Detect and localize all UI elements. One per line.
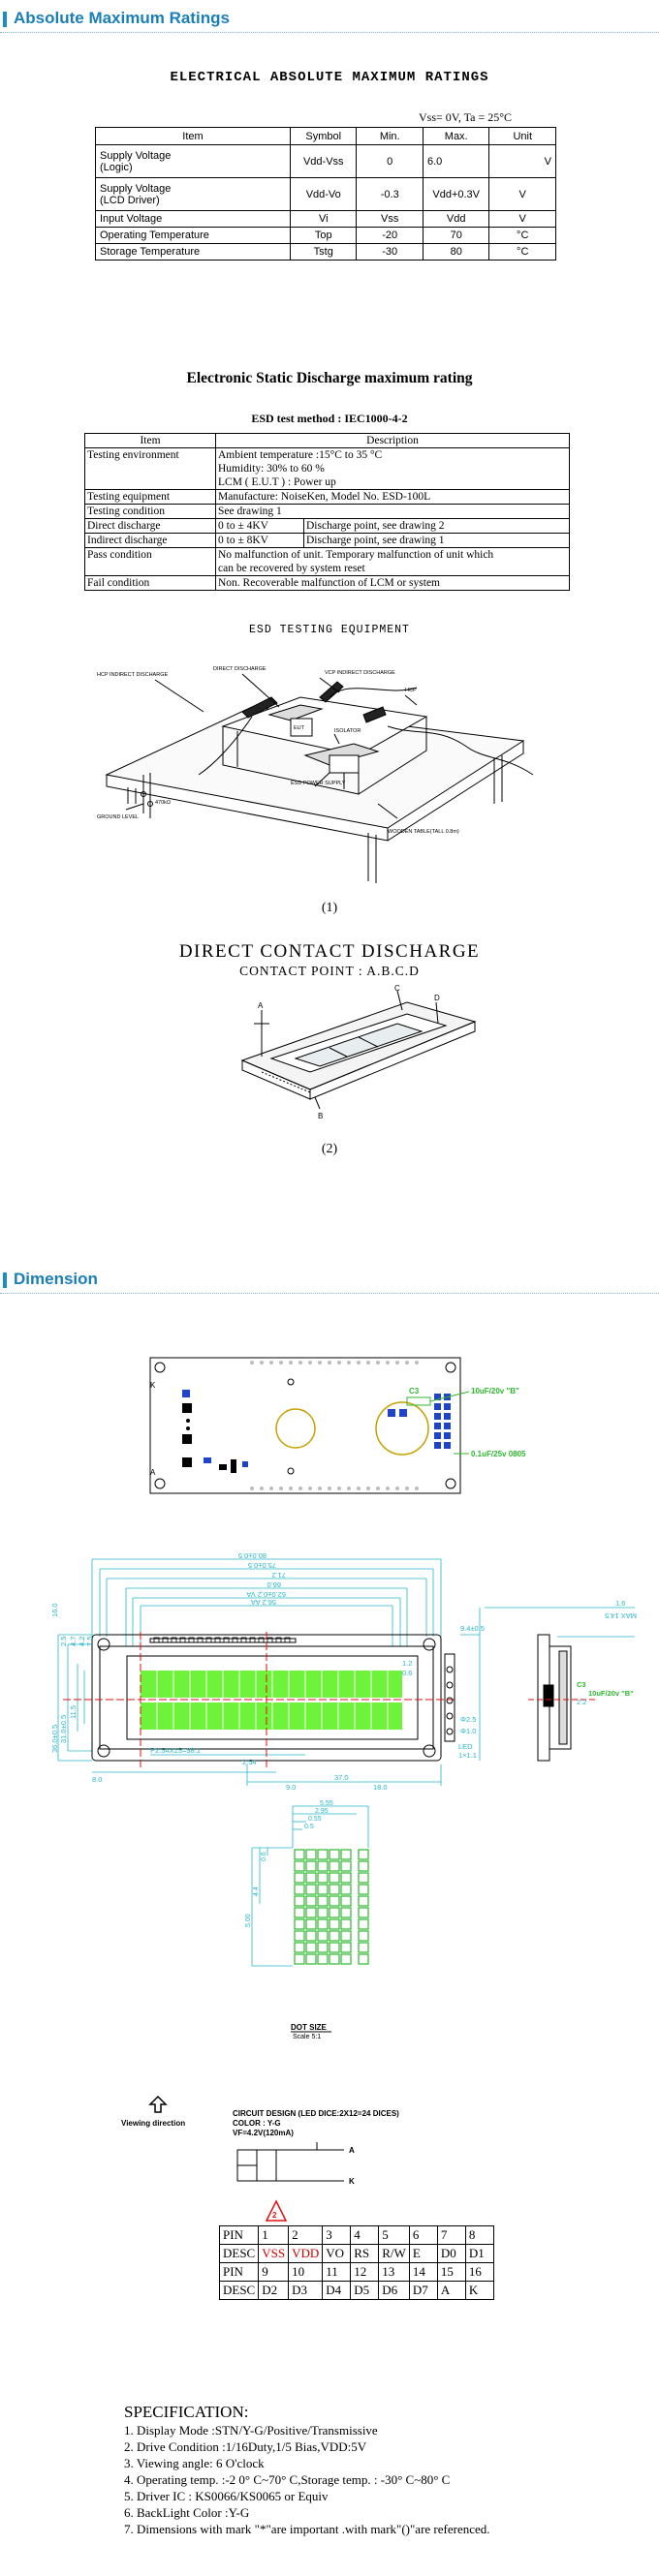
- drawing-number: (1): [321, 901, 338, 915]
- led-label: LED: [458, 1742, 473, 1751]
- min-cell: Vss: [357, 211, 423, 228]
- max-cell: 80: [423, 244, 488, 261]
- esd-equipment-caption: ESD TESTING EQUIPMENT: [249, 624, 410, 636]
- drawing-label: WOODEN TABLE(TALL 0.8m): [388, 829, 459, 835]
- dot-size-scale: Scale 5:1: [293, 2034, 322, 2040]
- desc-cell: Non. Recoverable malfunction of LCM or system: [216, 576, 570, 591]
- drawing-label: 470kΩ: [155, 800, 172, 806]
- pin-cell: 7: [437, 2226, 465, 2245]
- table-row: [85, 534, 570, 548]
- pin-desc-cell: D1: [465, 2245, 493, 2263]
- esd-table: [84, 433, 570, 591]
- dot-dimension: 2.95: [315, 1808, 329, 1815]
- item-cell: Pass condition: [85, 548, 216, 576]
- symbol-cell: Vi: [291, 211, 357, 228]
- drawing-label: GROUND LEVEL: [97, 814, 140, 820]
- dimension-label: Φ2.5: [460, 1715, 477, 1724]
- viewing-direction-label: Viewing direction: [121, 2119, 186, 2128]
- dimension-label: 2.2: [577, 1698, 587, 1706]
- lcm-dimension-drawing: [50, 1549, 644, 1792]
- dimension-label: 75.0±0.5: [247, 1561, 276, 1570]
- min-cell: 0: [357, 145, 423, 178]
- item-cell: Indirect discharge: [85, 534, 216, 548]
- dimension-label: 56.2 AA: [250, 1598, 276, 1607]
- table-row: [85, 490, 570, 505]
- dimension-label: 1.2: [402, 1659, 413, 1668]
- item-cell: Testing equipment: [85, 490, 216, 505]
- pin-cell: 13: [379, 2263, 410, 2282]
- circuit-vf-label: VF=4.2V(120mA): [233, 2129, 294, 2137]
- dimension-label: 36.0±0.5: [50, 1724, 59, 1753]
- contact-point-label: B: [318, 1112, 324, 1120]
- drawing-label: VCP INDIRECT DISCHARGE: [325, 670, 395, 676]
- dot-dimension: 0.55: [308, 1816, 322, 1823]
- pin-header-cell: DESC: [220, 2245, 259, 2263]
- section-header-absolute-maximum-ratings: [0, 4, 659, 33]
- item-cell: Testing environment: [85, 448, 216, 490]
- dot-dimension: 0.6: [261, 1852, 267, 1861]
- anode-label: A: [349, 2146, 355, 2155]
- dimension-label: 2.54: [242, 1758, 257, 1766]
- dot-dimension: 4.4: [253, 1886, 260, 1896]
- circuit-design-drawing: [111, 2097, 480, 2223]
- dimension-label: 11.5: [69, 1704, 78, 1719]
- dimension-label: 1.6: [615, 1599, 626, 1608]
- dimension-label: 37.0: [334, 1773, 349, 1782]
- min-cell: -20: [357, 228, 423, 244]
- dimension-label: 7.5: [85, 1636, 94, 1646]
- pin-cell: 16: [465, 2263, 493, 2282]
- pin-header-cell: DESC: [220, 2282, 259, 2300]
- pin-desc-cell: VO: [323, 2245, 351, 2263]
- min-cell: -30: [357, 244, 423, 261]
- table-row: [85, 505, 570, 519]
- drawing-label: DIRECT DISCHARGE: [213, 666, 267, 672]
- desc-cell: [216, 548, 570, 576]
- column-header: Symbol: [291, 128, 357, 145]
- symbol-cell: Top: [291, 228, 357, 244]
- table-row: [96, 211, 556, 228]
- amr-title: ELECTRICAL ABSOLUTE MAXIMUM RATINGS: [170, 70, 489, 85]
- table-row: [85, 448, 570, 490]
- table-row: [85, 548, 570, 576]
- dimension-label: P2.54X15=38.1: [150, 1746, 201, 1755]
- circuit-color-label: COLOR : Y-G: [233, 2119, 281, 2128]
- spec-item: 4. Operating temp. :-2 0° C~70° C,Storage temp. : -30° C~80° C: [124, 2472, 451, 2487]
- column-header: Max.: [423, 128, 488, 145]
- pin-desc-cell: K: [465, 2282, 493, 2300]
- dot-dimension: 0.5: [304, 1824, 314, 1830]
- pin-desc-cell: RS: [351, 2245, 379, 2263]
- desc-line: No malfunction of unit. Temporary malfunction of unit which: [218, 549, 494, 561]
- column-header: Item: [96, 128, 291, 145]
- symbol-cell: Vdd-Vss: [291, 145, 357, 178]
- pin-cell: 12: [351, 2263, 379, 2282]
- dot-dimension: 5.00: [245, 1914, 252, 1927]
- spec-item: 3. Viewing angle: 6 O'clock: [124, 2456, 265, 2470]
- table-row: [96, 145, 556, 178]
- dimension-label: 16.0: [50, 1603, 59, 1617]
- contact-point-subtitle: CONTACT POINT : A.B.C.D: [239, 964, 420, 978]
- desc-line: Humidity: 30% to 60 %: [218, 463, 325, 475]
- table-row: [85, 576, 570, 591]
- pin-cell: 2: [289, 2226, 323, 2245]
- section-divider: [0, 1293, 659, 1294]
- spec-item: 6. BackLight Color :Y-G: [124, 2505, 250, 2520]
- dimension-label: 80.0±0.5: [237, 1551, 267, 1560]
- pcb-label-k: K: [150, 1381, 156, 1390]
- pin-cell: 3: [323, 2226, 351, 2245]
- desc-line: can be recovered by system reset: [218, 563, 365, 574]
- symbol-cell: Vdd-Vo: [291, 178, 357, 211]
- max-cell: 70: [423, 228, 488, 244]
- pin-desc-cell: D3: [289, 2282, 323, 2300]
- pcb-label-a: A: [150, 1468, 156, 1477]
- dimension-label: 18.0: [373, 1783, 388, 1792]
- esd-testing-equipment-drawing: [97, 659, 543, 891]
- unit-cell: °C: [489, 244, 556, 261]
- column-header: Description: [216, 434, 570, 448]
- pin-desc-cell: E: [409, 2245, 437, 2263]
- table-row: [96, 178, 556, 211]
- dot-size-title: DOT SIZE: [291, 2023, 327, 2032]
- column-header: Min.: [357, 128, 423, 145]
- item-cell: Input Voltage: [96, 211, 291, 228]
- direct-contact-drawing: [233, 983, 485, 1128]
- dimension-label: Φ1.0: [460, 1727, 477, 1735]
- drawing-number: (2): [321, 1142, 338, 1156]
- item-cell: Operating Temperature: [96, 228, 291, 244]
- max-cell: Vdd: [423, 211, 488, 228]
- unit-cell: °C: [489, 228, 556, 244]
- led-multiplier: 1×1.1: [458, 1751, 477, 1760]
- pin-assignment-table: [219, 2225, 494, 2300]
- desc-line: Ambient temperature :15°C to 35 °C: [218, 449, 383, 461]
- spec-item: 7. Dimensions with mark "*"are important .with mark"()"are referenced.: [124, 2522, 490, 2536]
- pin-cell: 11: [323, 2263, 351, 2282]
- table-row: [220, 2282, 494, 2300]
- viewing-direction-arrow-icon: [150, 2097, 166, 2112]
- value-cell: 0 to ± 4KV: [216, 519, 304, 534]
- table-row: [220, 2245, 494, 2263]
- item-cell: Supply Voltage (Logic): [96, 145, 291, 178]
- item-cell: Direct discharge: [85, 519, 216, 534]
- item-cell: Supply Voltage (LCD Driver): [96, 178, 291, 211]
- capacitor-label: 10uF/20v "B": [471, 1387, 519, 1395]
- pin-cell: 15: [437, 2263, 465, 2282]
- pin-cell: 1: [259, 2226, 289, 2245]
- spec-item: 1. Display Mode :STN/Y-G/Positive/Transmissive: [124, 2423, 378, 2438]
- pcb-back-view: [145, 1353, 552, 1498]
- section-title: Dimension: [14, 1270, 98, 1288]
- pin-desc-cell: D6: [379, 2282, 410, 2300]
- pin-desc-cell: A: [437, 2282, 465, 2300]
- side-capacitor-label: 10uF/20v "B": [588, 1689, 634, 1698]
- pin-cell: 6: [409, 2226, 437, 2245]
- dot-dimension: 5.55: [320, 1800, 333, 1807]
- pin-cell: 4: [351, 2226, 379, 2245]
- pin-desc-cell: D5: [351, 2282, 379, 2300]
- desc-line: LCM ( E.U.T ) : Power up: [218, 476, 336, 488]
- section-header-dimension: [0, 1265, 659, 1294]
- side-label-c3: C3: [577, 1680, 586, 1689]
- dimension-label: 66.0: [267, 1580, 281, 1589]
- specification-block: [124, 2404, 490, 2537]
- note-cell: Discharge point, see drawing 1: [304, 534, 570, 548]
- max-cell: Vdd+0.3V: [423, 178, 488, 211]
- min-cell: -0.3: [357, 178, 423, 211]
- dimension-label: 9.0: [286, 1783, 297, 1792]
- dimension-label: 4.2: [78, 1636, 86, 1646]
- dimension-label: 0.6: [402, 1669, 413, 1677]
- dimension-label: 2.5: [59, 1636, 68, 1646]
- dimension-label: 8.0: [92, 1775, 103, 1784]
- cathode-label: K: [349, 2177, 355, 2186]
- section-divider: [0, 32, 659, 33]
- note-cell: Discharge point, see drawing 2: [304, 519, 570, 534]
- pin-cell: 14: [409, 2263, 437, 2282]
- pin-cell: 10: [289, 2263, 323, 2282]
- pin-desc-cell: VSS: [259, 2245, 289, 2263]
- warning-mark: 2: [272, 2211, 277, 2220]
- spec-item: 5. Driver IC : KS0066/KS0065 or Equiv: [124, 2489, 329, 2503]
- pin-desc-cell: D7: [409, 2282, 437, 2300]
- item-cell: Storage Temperature: [96, 244, 291, 261]
- value-cell: 0 to ± 8KV: [216, 534, 304, 548]
- table-row: [85, 519, 570, 534]
- contact-point-label: D: [434, 994, 440, 1002]
- drawing-label: ESD POWER SUPPLY: [291, 781, 346, 786]
- circuit-design-label: CIRCUIT DESIGN (LED DICE:2X12=24 DICES): [233, 2109, 399, 2118]
- unit-cell: V: [489, 211, 556, 228]
- table-row: [96, 228, 556, 244]
- desc-cell: [216, 448, 570, 490]
- pin-desc-cell: VDD: [289, 2245, 323, 2263]
- dimension-label: 71.2: [271, 1571, 286, 1579]
- section-bar-icon: [3, 1273, 7, 1288]
- section-title: Absolute Maximum Ratings: [14, 9, 230, 27]
- drawing-label: ISOLATOR: [334, 728, 361, 734]
- esd-method: ESD test method : IEC1000-4-2: [251, 412, 408, 425]
- drawing-label: HCP INDIRECT DISCHARGE: [97, 672, 169, 678]
- dimension-label: 31.0±0.5: [59, 1714, 68, 1743]
- pin-cell: 8: [465, 2226, 493, 2245]
- desc-cell: Manufacture: NoiseKen, Model No. ESD-100L: [216, 490, 570, 505]
- dimension-label: 62.0±0.2 VA: [246, 1590, 286, 1599]
- section-bar-icon: [3, 12, 7, 27]
- drawing-label: EUT: [294, 725, 304, 731]
- pin-header-cell: PIN: [220, 2263, 259, 2282]
- esd-title: Electronic Static Discharge maximum rating: [186, 370, 473, 386]
- unit-cell: V: [489, 178, 556, 211]
- item-cell: Testing condition: [85, 505, 216, 519]
- dimension-label: MAX 14.5: [605, 1611, 637, 1620]
- pin-desc-cell: D2: [259, 2282, 289, 2300]
- contact-point-label: C: [394, 984, 400, 993]
- pin-desc-cell: R/W: [379, 2245, 410, 2263]
- amr-condition: Vss= 0V, Ta = 25°C: [419, 110, 513, 124]
- item-cell: Fail condition: [85, 576, 216, 591]
- column-header: Unit: [489, 128, 556, 145]
- table-row: [96, 244, 556, 261]
- dimension-label: 4.7: [69, 1636, 78, 1646]
- pin-header-cell: PIN: [220, 2226, 259, 2245]
- unit-cell: V: [489, 145, 556, 178]
- contact-point-label: A: [258, 1001, 264, 1010]
- direct-contact-title: DIRECT CONTACT DISCHARGE: [178, 941, 481, 962]
- absolute-ratings-table: [95, 127, 556, 261]
- max-cell: 6.0: [423, 145, 488, 178]
- dimension-label: 9.4±0.5: [460, 1624, 485, 1633]
- pin-desc-cell: D4: [323, 2282, 351, 2300]
- dot-size-drawing: [242, 1801, 407, 2039]
- desc-cell: See drawing 1: [216, 505, 570, 519]
- drawing-label: HCP: [405, 688, 417, 693]
- table-header-row: [85, 434, 570, 448]
- specification-title: SPECIFICATION:: [124, 2403, 249, 2421]
- table-row: [220, 2263, 494, 2282]
- table-header-row: [96, 128, 556, 145]
- pcb-label-c3: C3: [409, 1387, 420, 1395]
- table-row: [220, 2226, 494, 2245]
- pin-cell: 9: [259, 2263, 289, 2282]
- capacitor-label: 0.1uF/25v 0805: [471, 1450, 526, 1458]
- column-header: Item: [85, 434, 216, 448]
- symbol-cell: Tstg: [291, 244, 357, 261]
- pin-desc-cell: D0: [437, 2245, 465, 2263]
- spec-item: 2. Drive Condition :1/16Duty,1/5 Bias,VDD:5V: [124, 2439, 367, 2454]
- pin-cell: 5: [379, 2226, 410, 2245]
